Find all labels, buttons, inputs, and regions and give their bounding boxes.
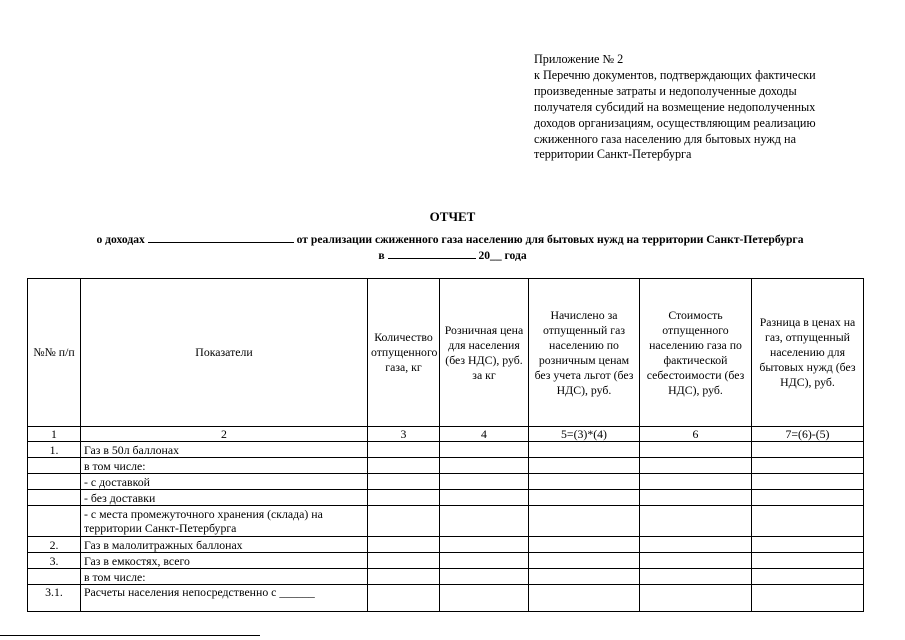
price-cell[interactable] (440, 569, 529, 585)
cost-cell[interactable] (640, 474, 752, 490)
quantity-cell[interactable] (368, 474, 440, 490)
appendix-line: получателя субсидий на возмещение недополученных (534, 99, 816, 114)
report-table (27, 278, 864, 612)
row-number (28, 506, 81, 537)
table-row (28, 442, 864, 458)
appendix-line: сжиженного газа населению для бытовых нужд на (534, 131, 796, 146)
quantity-cell[interactable] (368, 458, 440, 474)
quantity-cell[interactable] (368, 490, 440, 506)
column-number: 4 (440, 427, 529, 442)
period-year: 20__ года (478, 249, 527, 262)
col-header-difference: Разница в ценах на газ, отпущенный населению для бытовых нужд (без НДС), руб. (752, 279, 864, 427)
table-row (28, 506, 864, 537)
table-row (28, 585, 864, 612)
table-row (28, 490, 864, 506)
column-number: 3 (368, 427, 440, 442)
price-cell[interactable] (440, 490, 529, 506)
row-number: 3. (28, 553, 81, 569)
cost-cell[interactable] (640, 506, 752, 537)
cost-cell[interactable] (640, 442, 752, 458)
row-label: Газ в 50л баллонах (81, 442, 368, 458)
charged-cell[interactable] (529, 474, 640, 490)
row-label: - с места промежуточного хранения (склада) на территории Санкт-Петербурга (81, 506, 368, 537)
difference-cell[interactable] (752, 569, 864, 585)
row-label: Расчеты населения непосредственно с ______ (81, 585, 368, 612)
price-cell[interactable] (440, 458, 529, 474)
difference-cell[interactable] (752, 585, 864, 612)
header-row (28, 279, 864, 427)
cost-cell[interactable] (640, 458, 752, 474)
charged-cell[interactable] (529, 458, 640, 474)
price-cell[interactable] (440, 537, 529, 553)
row-label: в том числе: (81, 569, 368, 585)
row-number (28, 569, 81, 585)
cost-cell[interactable] (640, 585, 752, 612)
appendix-line: Приложение № 2 (534, 52, 624, 66)
subtitle-prefix: о доходах (96, 233, 145, 246)
cost-cell[interactable] (640, 537, 752, 553)
charged-cell[interactable] (529, 537, 640, 553)
appendix-line: территории Санкт-Петербурга (534, 147, 692, 162)
row-number (28, 474, 81, 490)
difference-cell[interactable] (752, 553, 864, 569)
price-cell[interactable] (440, 553, 529, 569)
report-title: ОТЧЕТ (429, 209, 476, 224)
row-number: 3.1. (28, 585, 81, 612)
difference-cell[interactable] (752, 442, 864, 458)
appendix-note (534, 52, 864, 163)
quantity-cell[interactable] (368, 585, 440, 612)
charged-cell[interactable] (529, 506, 640, 537)
price-cell[interactable] (440, 474, 529, 490)
cost-cell[interactable] (640, 490, 752, 506)
quantity-cell[interactable] (368, 553, 440, 569)
month-blank-field (388, 248, 476, 259)
cost-cell[interactable] (640, 553, 752, 569)
quantity-cell[interactable] (368, 569, 440, 585)
footnote-separator (0, 635, 260, 636)
row-number (28, 490, 81, 506)
row-label: - с доставкой (81, 474, 368, 490)
col-header-number: №№ п/п (28, 279, 81, 427)
row-label: Газ в малолитражных баллонах (81, 537, 368, 553)
report-subtitle (40, 232, 860, 246)
column-number-row (28, 427, 864, 442)
price-cell[interactable] (440, 506, 529, 537)
report-period (0, 248, 905, 262)
column-number: 7=(6)-(5) (752, 427, 864, 442)
row-label: в том числе: (81, 458, 368, 474)
period-prefix: в (378, 249, 385, 262)
charged-cell[interactable] (529, 490, 640, 506)
row-label: - без доставки (81, 490, 368, 506)
difference-cell[interactable] (752, 458, 864, 474)
quantity-cell[interactable] (368, 506, 440, 537)
charged-cell[interactable] (529, 442, 640, 458)
col-header-retail-price: Розничная цена для населения (без НДС), руб. за кг (440, 279, 529, 427)
charged-cell[interactable] (529, 569, 640, 585)
col-header-quantity: Количество отпущенного газа, кг (368, 279, 440, 427)
column-number: 1 (28, 427, 81, 442)
appendix-line: доходов организациям, осуществляющим реализацию (534, 115, 816, 130)
price-cell[interactable] (440, 442, 529, 458)
quantity-cell[interactable] (368, 442, 440, 458)
appendix-line: произведенные затраты и недополученные доходы (534, 83, 797, 98)
table-row (28, 553, 864, 569)
row-number: 1. (28, 442, 81, 458)
table-row (28, 474, 864, 490)
difference-cell[interactable] (752, 474, 864, 490)
cost-cell[interactable] (640, 569, 752, 585)
quantity-cell[interactable] (368, 537, 440, 553)
table-row (28, 569, 864, 585)
difference-cell[interactable] (752, 506, 864, 537)
charged-cell[interactable] (529, 553, 640, 569)
column-number: 5=(3)*(4) (529, 427, 640, 442)
table-row (28, 537, 864, 553)
column-number: 6 (640, 427, 752, 442)
price-cell[interactable] (440, 585, 529, 612)
row-number (28, 458, 81, 474)
organization-blank-field (148, 232, 294, 243)
subtitle-suffix: от реализации сжиженного газа населению для бытовых нужд на территории Санкт-Петербурга (296, 233, 804, 246)
col-header-indicators: Показатели (81, 279, 368, 427)
col-header-cost: Стоимость отпущенного населению газа по фактической себестоимости (без НДС), руб. (640, 279, 752, 427)
appendix-line: к Перечню документов, подтверждающих фактически (534, 67, 816, 82)
difference-cell[interactable] (752, 490, 864, 506)
row-label: Газ в емкостях, всего (81, 553, 368, 569)
difference-cell[interactable] (752, 537, 864, 553)
row-number: 2. (28, 537, 81, 553)
table-row (28, 458, 864, 474)
col-header-charged: Начислено за отпущенный газ населению по розничным ценам без учета льгот (без НДС), руб. (529, 279, 640, 427)
charged-cell[interactable] (529, 585, 640, 612)
column-number: 2 (81, 427, 368, 442)
